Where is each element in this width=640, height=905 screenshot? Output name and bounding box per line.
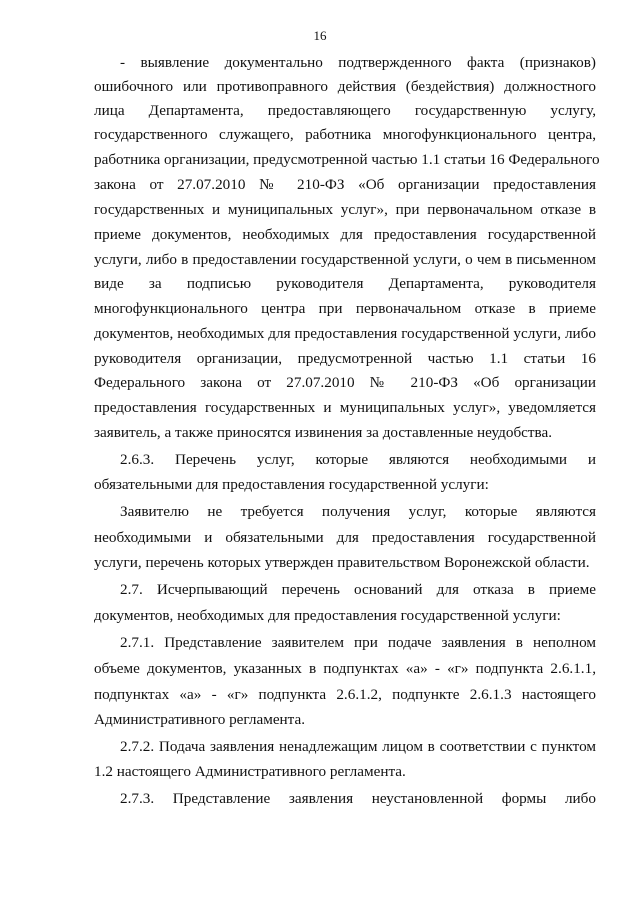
text-line: Административного регламента. [94, 711, 306, 728]
text-line: 2.7.3. Представление заявления неустановленной формы либо [120, 790, 596, 807]
text-line: 2.7. Исчерпывающий перечень оснований для отказа в приеме [120, 581, 596, 598]
text-line: объеме документов, указанных в подпунктах «а» - «г» подпункта 2.6.1.1, [94, 660, 596, 677]
text-line: подпунктах «а» - «г» подпункта 2.6.1.2, подпункте 2.6.1.3 настоящего [94, 686, 596, 703]
text-line: лица Департамента, предоставляющего государственную услугу, [94, 102, 596, 119]
text-line: заявитель, а также приносятся извинения за доставленные неудобства. [94, 424, 553, 441]
text-line: 2.6.3. Перечень услуг, которые являются необходимыми и [120, 451, 596, 468]
text-line: Заявителю не требуется получения услуг, которые являются [120, 503, 596, 520]
text-line: многофункционального центра при первоначальном отказе в приеме [94, 300, 596, 317]
text-line: руководителя организации, предусмотренной частью 1.1 статьи 16 [94, 350, 596, 367]
text-line: приеме документов, необходимых для предоставления государственной [94, 226, 596, 243]
text-line: государственного служащего, работника многофункционального центра, [94, 126, 596, 143]
text-line: документов, необходимых для предоставления государственной услуги, либо [94, 325, 596, 342]
text-line: услуги, либо в предоставлении государственной услуги, о чем в письменном [94, 251, 596, 268]
text-line: предоставления государственных и муниципальных услуг», уведомляется [94, 399, 596, 416]
text-line: документов, необходимых для предоставления государственной услуги: [94, 607, 561, 624]
text-line: виде за подписью руководителя Департамента, руководителя [94, 275, 596, 292]
text-line: 2.7.2. Подача заявления ненадлежащим лицом в соответствии с пунктом [120, 738, 596, 755]
text-line: 1.2 настоящего Административного регламента. [94, 763, 406, 780]
text-line: закона от 27.07.2010 № 210-ФЗ «Об организации предоставления [94, 176, 596, 193]
text-line: государственных и муниципальных услуг», при первоначальном отказе в [94, 201, 596, 218]
text-line: работника организации, предусмотренной частью 1.1 статьи 16 Федерального [94, 151, 600, 168]
text-line: обязательными для предоставления государственной услуги: [94, 476, 489, 493]
text-line: - выявление документально подтвержденного факта (признаков) [120, 54, 596, 71]
page-number: 16 [313, 28, 327, 43]
text-line: ошибочного или противоправного действия (бездействия) должностного [94, 78, 596, 95]
text-line: необходимыми и обязательными для предоставления государственной [94, 529, 596, 546]
text-line: 2.7.1. Представление заявителем при подаче заявления в неполном [120, 634, 596, 651]
text-line: Федерального закона от 27.07.2010 № 210-ФЗ «Об организации [94, 374, 596, 391]
text-line: услуги, перечень которых утвержден правительством Воронежской области. [94, 554, 590, 571]
